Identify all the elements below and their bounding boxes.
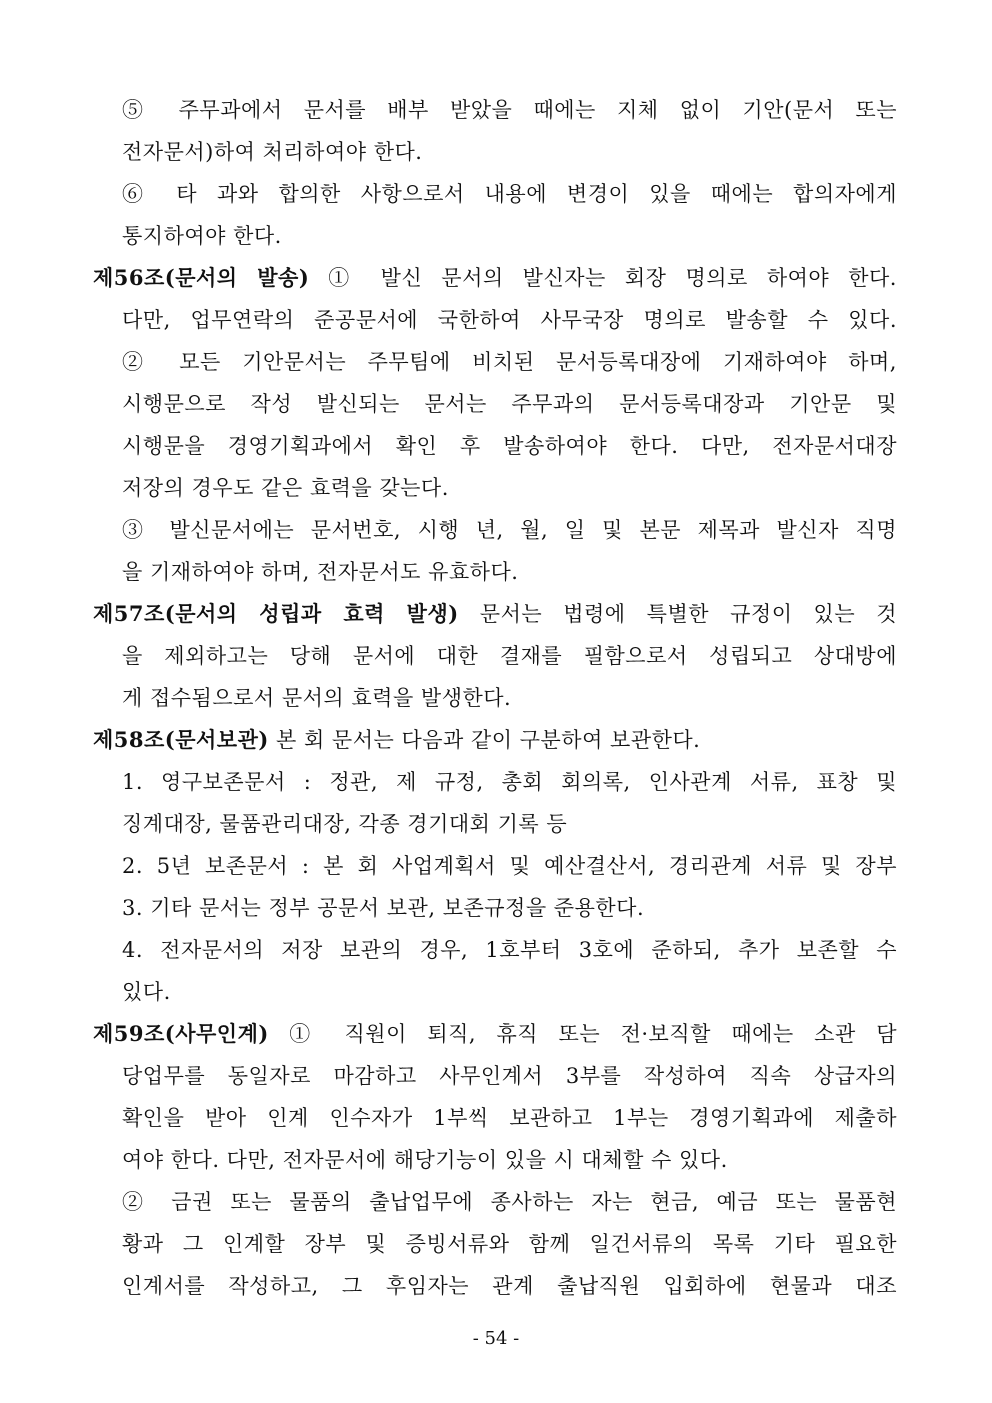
body-line: 을 제외하고는 당해 문서에 대한 결재를 필함으로서 성립되고 상대방에 xyxy=(122,644,897,668)
article-59-heading: 제59조(사무인계) xyxy=(93,1021,269,1046)
article-58-line xyxy=(93,723,897,757)
body-line: ② 금권 또는 물품의 출납업무에 종사하는 자는 현금, 예금 또는 물품현 xyxy=(122,1190,897,1214)
body-line: 황과 그 인계할 장부 및 증빙서류와 함께 일건서류의 목록 기타 필요한 xyxy=(122,1232,897,1256)
body-line: 여야 한다. 다만, 전자문서에 해당기능이 있을 시 대체할 수 있다. xyxy=(122,1148,728,1172)
list-item: 3. 기타 문서는 정부 공문서 보관, 보존규정을 준용한다. xyxy=(122,896,645,920)
body-line: ③ 발신문서에는 문서번호, 시행 년, 월, 일 및 본문 제목과 발신자 직명 xyxy=(122,518,897,542)
article-59-line xyxy=(93,1017,897,1051)
list-item-cont: 징계대장, 물품관리대장, 각종 경기대회 기록 등 xyxy=(122,812,568,836)
article-57-line xyxy=(93,597,897,631)
list-item: 4. 전자문서의 저장 보관의 경우, 1호부터 3호에 준하되, 추가 보존할 수 xyxy=(122,938,897,962)
article-58-heading: 제58조(문서보관) xyxy=(93,727,269,752)
body-line: 확인을 받아 인계 인수자가 1부씩 보관하고 1부는 경영기획과에 제출하 xyxy=(122,1106,897,1130)
article-56-line xyxy=(93,261,897,295)
body-line: 시행문으로 작성 발신되는 문서는 주무과의 문서등록대장과 기안문 및 xyxy=(122,392,897,416)
article-57-text: 문서는 법령에 특별한 규정이 있는 것 xyxy=(458,602,897,626)
list-item: 2. 5년 보존문서 : 본 회 사업계획서 및 예산결산서, 경리관계 서류 및 장부 xyxy=(122,854,897,878)
body-line: 전자문서)하여 처리하여야 한다. xyxy=(122,140,423,164)
body-line: 당업무를 동일자로 마감하고 사무인계서 3부를 작성하여 직속 상급자의 xyxy=(122,1064,897,1088)
body-line: 인계서를 작성하고, 그 후임자는 관계 출납직원 입회하에 현물과 대조 xyxy=(122,1274,897,1298)
body-line: 시행문을 경영기획과에서 확인 후 발송하여야 한다. 다만, 전자문서대장 xyxy=(122,434,897,458)
article-58-text: 본 회 문서는 다음과 같이 구분하여 보관한다. xyxy=(268,728,701,752)
body-line: 을 기재하여야 하며, 전자문서도 유효하다. xyxy=(122,560,519,584)
page-number: - 54 - xyxy=(472,1328,520,1349)
article-56-heading: 제56조(문서의 발송) xyxy=(93,265,310,290)
list-item: 1. 영구보존문서 : 정관, 제 규정, 총회 회의록, 인사관계 서류, 표창 및 xyxy=(122,770,897,794)
body-line: 통지하여야 한다. xyxy=(122,224,282,248)
body-line: ⑥ 타 과와 합의한 사항으로서 내용에 변경이 있을 때에는 합의자에게 xyxy=(122,182,897,206)
body-line: 게 접수됨으로서 문서의 효력을 발생한다. xyxy=(122,686,512,710)
list-item-cont: 있다. xyxy=(122,980,171,1004)
article-56-text: ① 발신 문서의 발신자는 회장 명의로 하여야 한다. xyxy=(309,266,897,290)
body-line: 저장의 경우도 같은 효력을 갖는다. xyxy=(122,476,449,500)
article-57-heading: 제57조(문서의 성립과 효력 발생) xyxy=(93,601,459,626)
body-line: ⑤ 주무과에서 문서를 배부 받았을 때에는 지체 없이 기안(문서 또는 xyxy=(122,98,897,122)
article-59-text: ① 직원이 퇴직, 휴직 또는 전·보직할 때에는 소관 담 xyxy=(268,1022,897,1046)
body-line: ② 모든 기안문서는 주무팀에 비치된 문서등록대장에 기재하여야 하며, xyxy=(122,350,897,374)
body-line: 다만, 업무연락의 준공문서에 국한하여 사무국장 명의로 발송할 수 있다. xyxy=(122,308,897,332)
